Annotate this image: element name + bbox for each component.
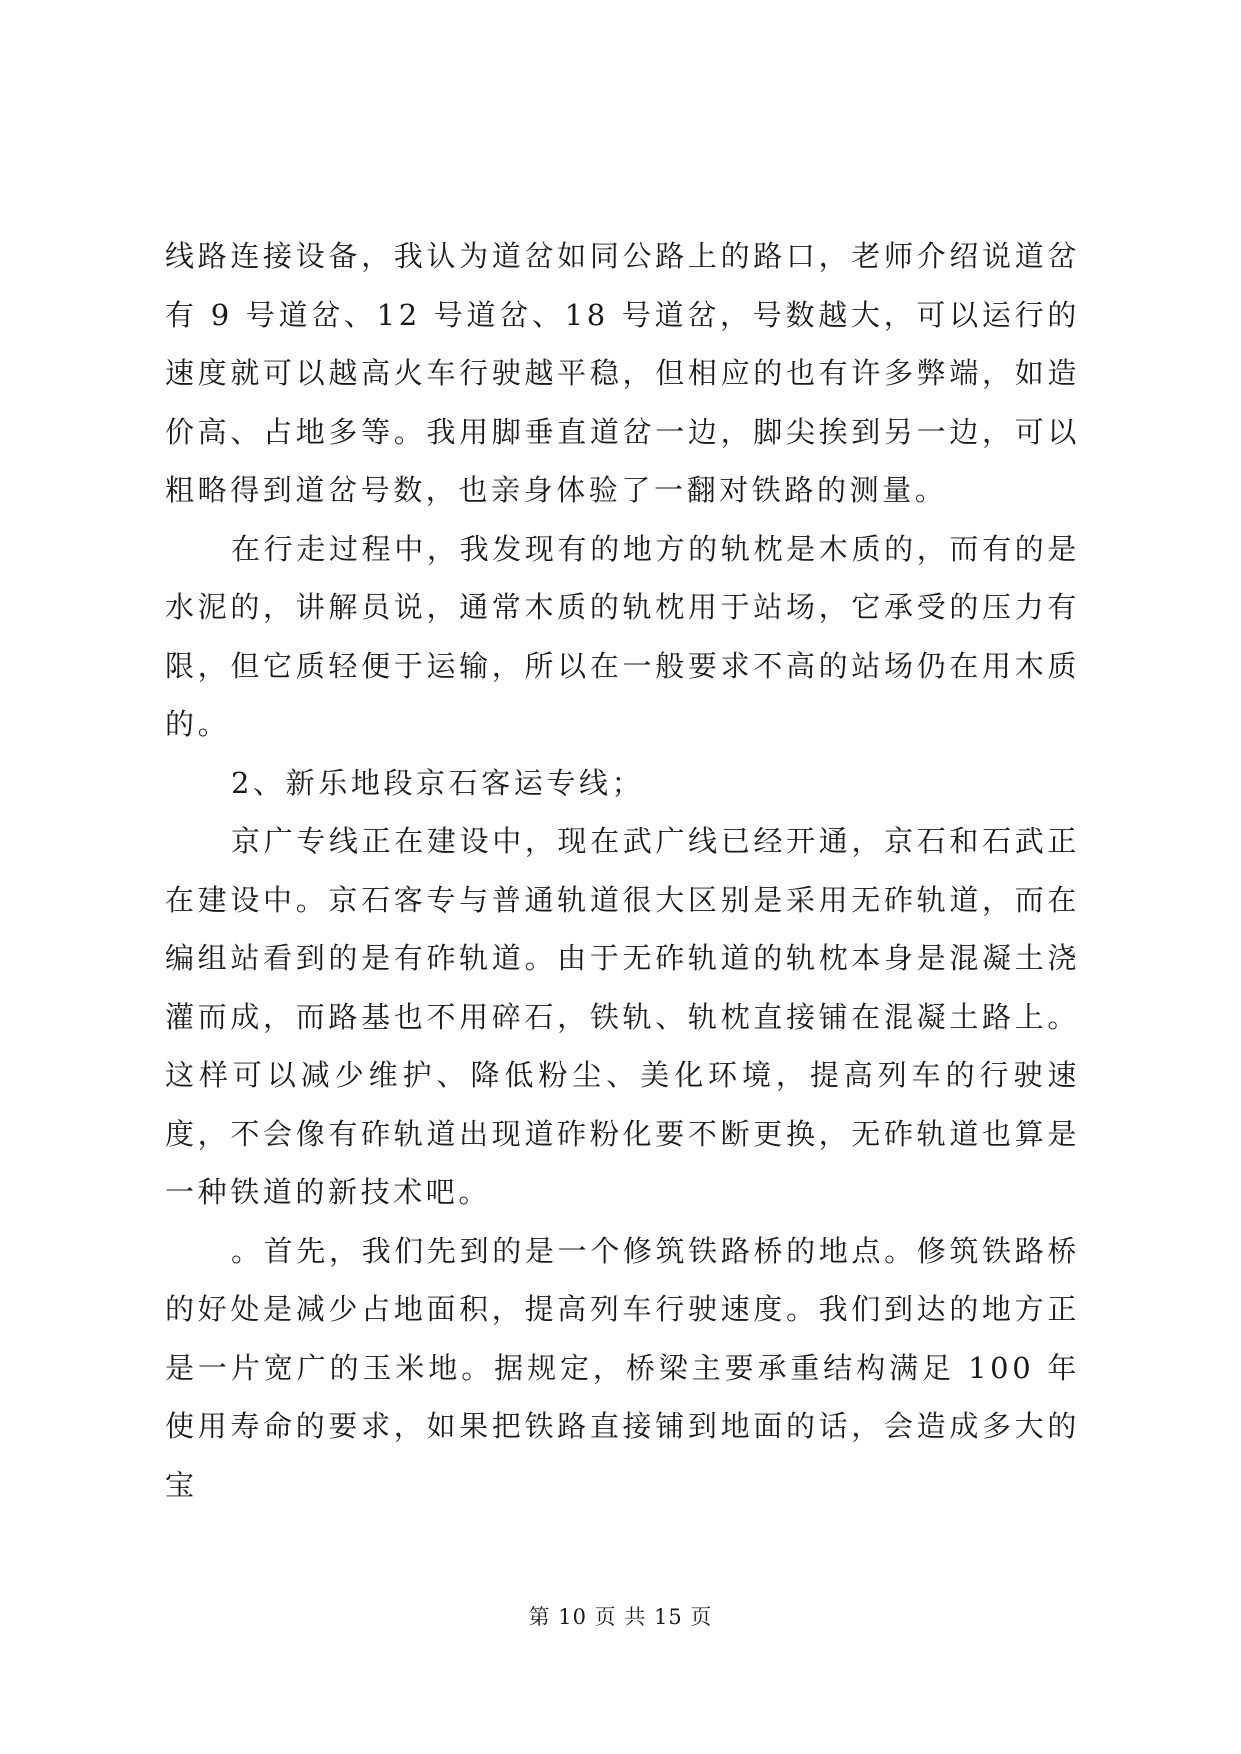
paragraph-sleepers: 在行走过程中，我发现有的地方的轨枕是木质的，而有的是水泥的，讲解员说，通常木质的轨枕用于站场，它承受的压力有限，但它质轻便于运输，所以在一般要求不高的站场仍在用木质的。 — [165, 531, 1080, 741]
page-footer: 第 10 页 共 15 页 — [528, 1605, 713, 1629]
paragraph-turnout: 线路连接设备，我认为道岔如同公路上的路口，老师介绍说道岔有 9 号道岔、12 号道岔、18 号道岔，号数越大，可以运行的速度就可以越高火车行驶越平稳，但相应的也有许多弊端，如造价高、占地多等。我用脚垂直道岔一边，脚尖挨到另一边，可以粗略得到道岔号数，也亲身体验了一翻对铁路的测量。 — [165, 239, 1080, 507]
paragraph-railway-bridge: 。首先，我们先到的是一个修筑铁路桥的地点。修筑铁路桥的好处是减少占地面积，提高列车行驶速度。我们到达的地方正是一片宽广的玉米地。据规定，桥梁主要承重结构满足 100 年使用寿命的要求，如果把铁路直接铺到地面的话，会造成多大的宝 — [165, 1233, 1080, 1502]
body-text — [165, 227, 1080, 1514]
section-heading-xinle: 2、新乐地段京石客运专线； — [231, 765, 645, 800]
paragraph-ballastless-track: 京广专线正在建设中，现在武广线已经开通，京石和石武正在建设中。京石客专与普通轨道很大区别是采用无砟轨道，而在编组站看到的是有砟轨道。由于无砟轨道的轨枕本身是混凝土浇灌而成，而路基也不用碎石，铁轨、轨枕直接铺在混凝土路上。这样可以减少维护、降低粉尘、美化环境，提高列车的行驶速度，不会像有砟轨道出现道砟粉化要不断更换，无砟轨道也算是一种铁道的新技术吧。 — [165, 824, 1080, 1209]
